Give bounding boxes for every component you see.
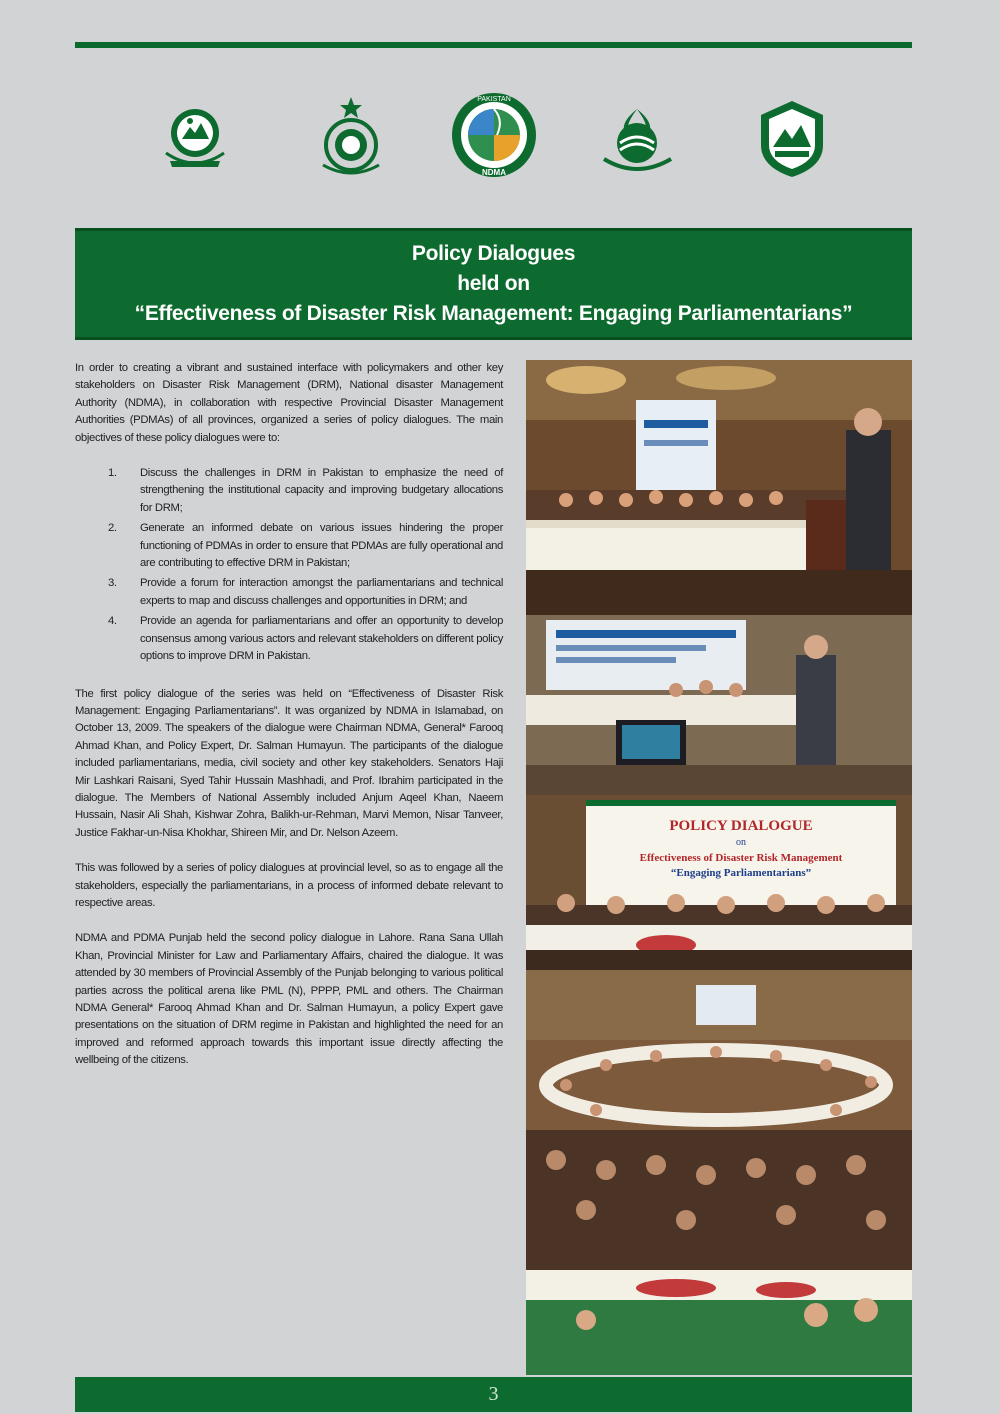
photo-conference-hall bbox=[526, 970, 912, 1375]
page-number: 3 bbox=[488, 1383, 499, 1405]
sindh-emblem-icon bbox=[315, 95, 387, 179]
paragraph-punjab-dialogue: NDMA and PDMA Punjab held the second policy dialogue in Lahore. Rana Sana Ullah Khan, Provincial Minister for Law and Parliamentary Affairs, chaired the dialogue. It was attended by 30 members of Provincial Assembly of the Punjab belonging to various political parties across the political arena like PML (N), PPPP, PML and others. The Chairman NDMA General* Farooq Ahmad Khan and Dr. Salman Humayun, a policy Expert gave presentations on the situation of DRM regime in Pakistan and highlighted the need for an improved and reformed approach towards this important issue directly affecting the wellbeing of the citizens. bbox=[75, 932, 503, 1067]
list-item bbox=[75, 520, 503, 572]
list-item bbox=[75, 613, 503, 665]
list-item bbox=[75, 575, 503, 610]
photo-banner-subject: Effectiveness of Disaster Risk Management bbox=[639, 852, 843, 864]
photo-podium-speaker bbox=[526, 360, 912, 615]
punjab-emblem-icon bbox=[600, 101, 675, 177]
list-text: Generate an informed debate on various issues hindering the proper functioning of PDMAs in order to ensure that PDMAs are fully operational and are contributing to effective DRM in Pakistan; bbox=[140, 522, 503, 570]
banner-title-line2: held on bbox=[457, 272, 530, 295]
paragraph-provincial-dialogues: This was followed by a series of policy dialogues at provincial level, so as to engage all the stakeholders, especially the parliamentarians, in a process of informed debate relevant to respective areas. bbox=[75, 862, 503, 909]
ndma-top-text: PAKISTAN bbox=[477, 96, 511, 103]
logo-row bbox=[75, 85, 912, 195]
body-text-column bbox=[75, 360, 503, 1088]
footer-bar bbox=[75, 1377, 912, 1412]
title-banner bbox=[75, 228, 912, 340]
list-number: 3. bbox=[108, 577, 117, 590]
objectives-list bbox=[75, 465, 503, 665]
photo-collage bbox=[526, 360, 912, 1375]
intro-paragraph: In order to creating a vibrant and sustained interface with policymakers and other key stakeholders on Disaster Risk Management (DRM), National disaster Management Authority (NDMA), in collaboration with respective Provincial Disaster Management Authorities (PDMAs) of all provinces, organized a series of policy dialogues. The main objectives of these policy dialogues were to: bbox=[75, 362, 503, 444]
ndma-bottom-text: NDMA bbox=[482, 168, 506, 177]
list-text: Provide an agenda for parliamentarians and offer an opportunity to develop consensus among various actors and relevant stakeholders on different policy options to improve DRM in Pakistan. bbox=[140, 615, 503, 663]
list-text: Discuss the challenges in DRM in Pakistan to emphasize the need of strengthening the institutional capacity and improving budgetary allocations for DRM; bbox=[140, 467, 503, 514]
balochistan-emblem-icon bbox=[160, 103, 230, 175]
list-number: 2. bbox=[108, 522, 117, 535]
banner-title-line3: “Effectiveness of Disaster Risk Management: Engaging Parliamentarians” bbox=[134, 302, 853, 325]
paragraph-first-dialogue: The first policy dialogue of the series was held on “Effectiveness of Disaster Risk Management: Engaging Parliamentarians”. It was organized by NDMA in Islamabad, on October 13, 2009. The speakers of the dialogue were Chairman NDMA, General* Farooq Ahmad Khan, and Policy Expert, Dr. Salman Humayun. The participants of the dialogue included parliamentarians, media, civil society and other key stakeholders. Senators Haji Mir Lashkari Raisani, Syed Tahir Hussain Mashhadi, and Prof. Ibrahim participated in the dialogue. The Members of National Assembly included Anjum Aqeel Khan, Naeem Hussain, Nasir Ali Shah, Kishwar Zohra, Balikh-ur-Rehman, Marvi Memon, Nisar Tanveer, Justice Fakhar-un-Nisa Khokhar, Shireen Mir, and Dr. Nelson Azeem. bbox=[75, 687, 503, 839]
photo-banner-quote: “Engaging Parliamentarians” bbox=[670, 867, 812, 879]
kp-emblem-icon bbox=[755, 97, 829, 179]
photo-banner-title: POLICY DIALOGUE bbox=[669, 818, 813, 834]
photo-dialogue-banner bbox=[526, 795, 912, 970]
photo-banner-on: on bbox=[736, 837, 746, 848]
banner-title-line1: Policy Dialogues bbox=[411, 242, 576, 265]
list-text: Provide a forum for interaction amongst the parliamentarians and technical experts to map and discuss challenges and opportunities in DRM; and bbox=[140, 577, 503, 607]
photo-dialogue-laptop bbox=[526, 615, 912, 795]
list-number: 4. bbox=[108, 615, 117, 628]
ndma-emblem-icon bbox=[449, 85, 539, 185]
list-item bbox=[75, 465, 503, 517]
list-number: 1. bbox=[108, 467, 117, 480]
top-rule bbox=[75, 42, 912, 48]
